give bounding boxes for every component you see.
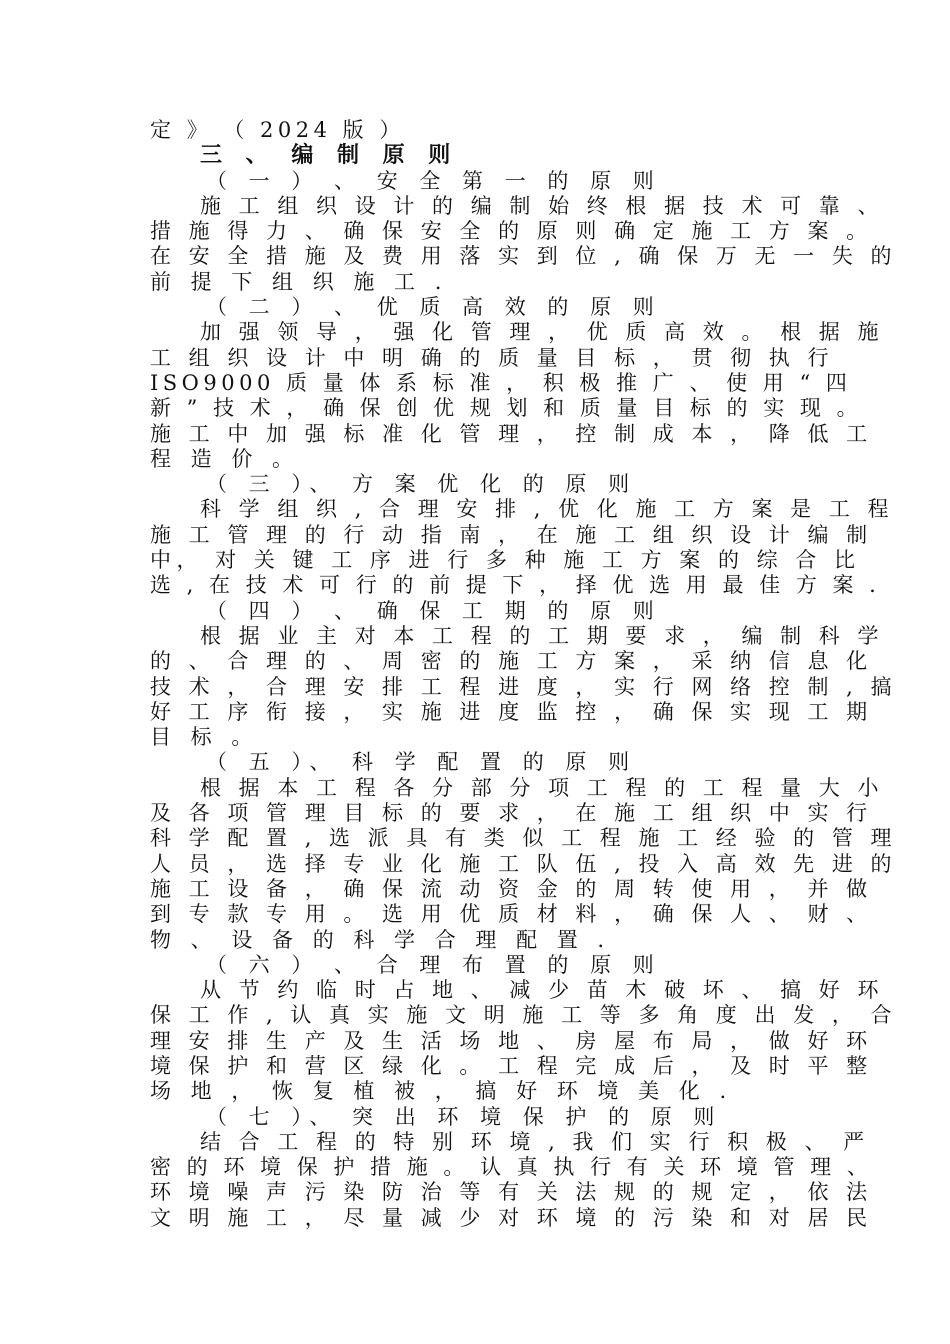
paragraph-line: 新 ” 技 术 ， 确 保 创 优 规 划 和 质 量 目 标 的 实 现 。 xyxy=(150,396,863,421)
paragraph-line: 科 学 组 织 , 合 理 安 排 , 优 化 施 工 方 案 是 工 程 xyxy=(200,497,895,522)
subsection-heading: （ 三 ）、 方 案 优 化 的 原 则 xyxy=(206,472,637,497)
paragraph-line: 场 地 ， 恢 复 植 被 ， 搞 好 环 境 美 化 . xyxy=(150,1079,733,1104)
paragraph-line: 施 工 中 加 强 标 准 化 管 理 ， 控 制 成 本 ， 降 低 工 xyxy=(150,421,873,446)
paragraph-line: 人 员 ， 选 择 专 业 化 施 工 队 伍 , 投 入 高 效 先 进 的 xyxy=(150,851,898,876)
subsection-heading: （ 二 ） 、 优 质 高 效 的 原 则 xyxy=(206,295,662,320)
paragraph-line: 物 、 设 备 的 科 学 合 理 配 置 . xyxy=(150,927,611,952)
document-page xyxy=(150,118,898,1231)
paragraph-line: 工 组 织 设 计 中 明 确 的 质 量 目 标 ， 贯 彻 执 行 xyxy=(150,345,834,370)
paragraph-line: 的 、 合 理 的 、 周 密 的 施 工 方 案 ， 采 纳 信 息 化 xyxy=(150,649,873,674)
paragraph-line: 及 各 项 管 理 目 标 的 要 求 ， 在 施 工 组 织 中 实 行 xyxy=(150,801,873,826)
paragraph-line: 科 学 配 置 , 选 派 具 有 类 似 工 程 施 工 经 验 的 管 理 xyxy=(150,826,898,851)
paragraph-line: 理 安 排 生 产 及 生 活 场 地 、 房 屋 布 局 ， 做 好 环 xyxy=(150,1028,873,1053)
paragraph-line: 加 强 领 导 ， 强 化 管 理 ， 优 质 高 效 。 根 据 施 xyxy=(200,320,884,345)
paragraph-line: 结 合 工 程 的 特 别 环 境 , 我 们 实 行 积 极 、 严 xyxy=(200,1129,870,1154)
paragraph-line: 文 明 施 工 ， 尽 量 减 少 对 环 境 的 污 染 和 对 居 民 xyxy=(150,1205,873,1230)
paragraph-line: 目 标 。 xyxy=(150,725,259,750)
paragraph-line: 从 节 约 临 时 占 地 、 减 少 苗 木 破 坏 、 搞 好 环 xyxy=(200,978,884,1003)
paragraph-line: 施 工 组 织 设 计 的 编 制 始 终 根 据 技 术 可 靠 、 xyxy=(200,193,884,218)
paragraph-line: ISO9000 质 量 体 系 标 准 ， 积 极 推 广 、 使 用 “ 四 xyxy=(150,370,852,395)
paragraph-line: 前 提 下 组 织 施 工 . xyxy=(150,269,448,294)
paragraph-line: 密 的 环 境 保 护 措 施 。 认 真 执 行 有 关 环 境 管 理 、 xyxy=(150,1155,873,1180)
paragraph-line: 境 保 护 和 营 区 绿 化 。 工 程 完 成 后 ， 及 时 平 整 xyxy=(150,1053,873,1078)
paragraph-line: 程 造 价 。 xyxy=(150,446,300,471)
paragraph-line: 根 据 本 工 程 各 分 部 分 项 工 程 的 工 程 量 大 小 xyxy=(200,775,884,800)
paragraph-line: 保 工 作 , 认 真 实 施 文 明 施 工 等 多 角 度 出 发 ， 合 xyxy=(150,1003,898,1028)
subsection-heading: （ 一 ） 、 安 全 第 一 的 原 则 xyxy=(206,168,662,193)
paragraph-line: 施 工 设 备 ， 确 保 流 动 资 金 的 周 转 使 用 ， 并 做 xyxy=(150,876,873,901)
subsection-heading: （ 五 ）、 科 学 配 置 的 原 则 xyxy=(206,750,637,775)
paragraph-line: 技 术 ， 合 理 安 排 工 程 进 度 ， 实 行 网 络 控 制 , 搞 xyxy=(150,674,898,699)
paragraph-line: 好 工 序 衔 接 ， 实 施 进 度 监 控 ， 确 保 实 现 工 期 xyxy=(150,699,873,724)
paragraph-line: 措 施 得 力 、 确 保 安 全 的 原 则 确 定 施 工 方 案 。 xyxy=(150,219,873,244)
text-line: 定 》 （ 2024 版 ） xyxy=(150,118,405,142)
subsection-heading: （ 七 ）、 突 出 环 境 保 护 的 原 则 xyxy=(206,1104,722,1129)
paragraph-line: 选 , 在 技 术 可 行 的 前 提 下 ， 择 优 选 用 最 佳 方 案 . xyxy=(150,573,881,598)
paragraph-line: 环 境 噪 声 污 染 防 治 等 有 关 法 规 的 规 定 ， 依 法 xyxy=(150,1180,873,1205)
subsection-heading: （ 四 ） 、 确 保 工 期 的 原 则 xyxy=(206,598,662,623)
paragraph-line: 根 据 业 主 对 本 工 程 的 工 期 要 求 ， 编 制 科 学 xyxy=(200,623,884,648)
section-heading: 三 、 编 制 原 则 xyxy=(200,142,459,169)
paragraph-line: 在 安 全 措 施 及 费 用 落 实 到 位 , 确 保 万 无 一 失 的 xyxy=(150,244,898,269)
subsection-heading: （ 六 ） 、 合 理 布 置 的 原 则 xyxy=(206,952,662,977)
paragraph-line: 施 工 管 理 的 行 动 指 南 ， 在 施 工 组 织 设 计 编 制 xyxy=(150,522,873,547)
paragraph-line: 中， 对 关 键 工 序 进 行 多 种 施 工 方 案 的 综 合 比 xyxy=(150,548,861,573)
paragraph-line: 到 专 款 专 用 。 选 用 优 质 材 料 ， 确 保 人 、 财 、 xyxy=(150,902,873,927)
